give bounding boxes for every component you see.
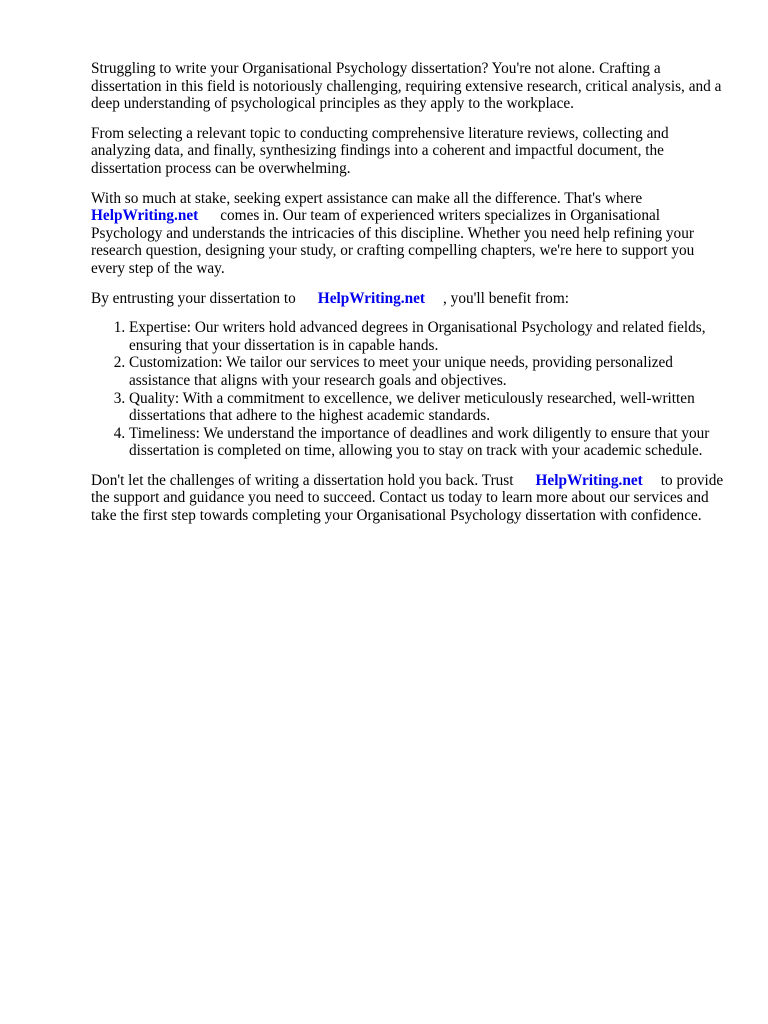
benefit-intro-paragraph [91, 290, 731, 308]
helpwriting-link[interactable]: HelpWriting.net [317, 289, 426, 307]
benefit-intro-text-before: By entrusting your dissertation to [91, 289, 296, 307]
process-paragraph: From selecting a relevant topic to conducting comprehensive literature reviews, collecting and analyzing data, and finally, synthesizing findings into a coherent and impactful document, the dissertation process can be overwhelming. [91, 124, 669, 177]
list-item: 4. Timeliness: We understand the importance of deadlines and work diligently to ensure that your dissertation is completed on time, allowing you to stay on track with your academic schedule. [129, 425, 731, 460]
assistance-text-before: With so much at stake, seeking expert assistance can make all the difference. That's where [91, 189, 643, 207]
assistance-text-after: comes in. Our team of experienced writers specializes in Organisational Psychology and understands the intricacies of this discipline. Whether you need help refining your research question, designing your study, or crafting compelling chapters, we're here to support you every step of the way. [91, 207, 695, 277]
list-item: 1. Expertise: Our writers hold advanced degrees in Organisational Psychology and related fields, ensuring that your dissertation is in capable hands. [129, 319, 731, 354]
document-body [91, 60, 731, 537]
assistance-paragraph [91, 190, 731, 278]
list-item: 2. Customization: We tailor our services to meet your unique needs, providing personalized assistance that aligns with your research goals and objectives. [129, 354, 731, 389]
helpwriting-link[interactable]: HelpWriting.net [535, 471, 643, 489]
closing-paragraph [91, 472, 731, 525]
intro-paragraph: Struggling to write your Organisational Psychology dissertation? You're not alone. Crafting a dissertation in this field is notoriously challenging, requiring extensive research, critical analysis, and a deep understanding of psychological principles as they apply to the workplace. [91, 60, 722, 113]
helpwriting-link[interactable]: HelpWriting.net [91, 207, 199, 225]
closing-text-before: Don't let the challenges of writing a dissertation hold you back. Trust [91, 471, 514, 489]
list-item: 3. Quality: With a commitment to excellence, we deliver meticulously researched, well-written dissertations that adhere to the highest academic standards. [129, 390, 731, 425]
closing-text-after: to provide the support and guidance you need to succeed. Contact us today to learn more about our services and take the first step towards completing your Organisational Psychology dissertation with confidence. [91, 471, 724, 525]
benefits-list [91, 319, 731, 460]
benefit-intro-text-after: , you'll benefit from: [443, 289, 569, 307]
